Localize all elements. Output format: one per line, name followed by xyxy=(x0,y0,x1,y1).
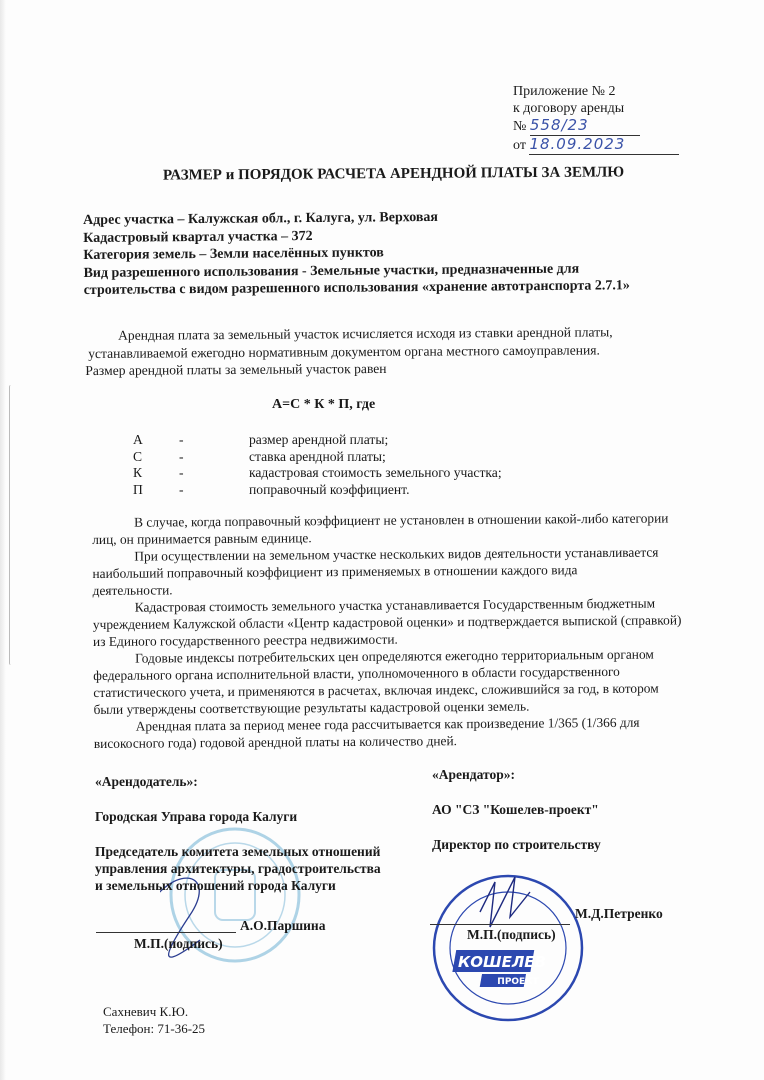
intro-line: Размер арендной платы за земельный участок равен xyxy=(85,360,387,379)
lessee-stamp-icon xyxy=(420,872,600,1032)
definition-row xyxy=(133,449,502,466)
scan-binding-mark xyxy=(9,385,13,665)
lessee-position: Директор по строительству xyxy=(432,837,601,852)
body-line: федерального органа исполнительной власти, уполномоченного в области государственного xyxy=(93,663,620,683)
intro-line: устанавливаемой ежегодно нормативным документом органа местного самоуправления. xyxy=(88,341,600,361)
formula-definitions xyxy=(133,432,502,498)
lessee-heading: «Арендатор»: xyxy=(432,767,515,782)
date-prefix: от xyxy=(513,138,526,153)
lessor-org: Городская Управа города Калуги xyxy=(95,809,298,824)
lessor-block xyxy=(95,773,381,894)
definition-symbol: А xyxy=(133,432,143,447)
lessee-name: М.Д.Петренко xyxy=(575,906,663,921)
property-cadastral-quarter: Кадастровый квартал участка – 372 xyxy=(83,228,313,246)
contract-number-value: 558/23 xyxy=(529,116,589,134)
body-line: Арендная плата за период менее года рассчитывается как произведение 1/365 (1/366 для xyxy=(135,714,640,734)
contact-name: Сахневич К.Ю. xyxy=(103,1004,189,1019)
appendix-label: Приложение № 2 xyxy=(513,84,616,99)
appendix-contract: к договору аренды xyxy=(513,101,625,116)
page-title: РАЗМЕР и ПОРЯДОК РАСЧЕТА АРЕНДНОЙ ПЛАТЫ ЗА ЗЕМЛЮ xyxy=(162,164,625,184)
intro-paragraph xyxy=(85,323,613,379)
body-line: были утверждены соответствующие результаты кадастровой оценки земель. xyxy=(93,698,530,717)
body-text xyxy=(92,509,682,752)
body-line: При осуществлении на земельном участке нескольких видов деятельности устанавливается xyxy=(134,544,659,564)
definition-row xyxy=(133,432,502,449)
stamp-logo-sub: ПРОЕКТ xyxy=(497,977,539,987)
definition-text: размер арендной платы; xyxy=(249,432,389,447)
definition-dash: - xyxy=(179,465,184,480)
body-line: Годовые индексы потребительских цен определяются ежегодно территориальным органом xyxy=(135,646,654,666)
definition-dash: - xyxy=(179,432,184,447)
definition-text: кадастровая стоимость земельного участка; xyxy=(249,465,502,480)
body-line: Кадастровая стоимость земельного участка устанавливается Государственным бюджетным xyxy=(134,595,656,615)
body-line: наибольший поправочный коэффициент из применяемых в отношении каждого вида xyxy=(92,562,578,581)
body-line: В случае, когда поправочный коэффициент не установлен в отношении какой-либо категории xyxy=(134,510,669,530)
body-line: деятельности. xyxy=(92,582,173,598)
property-info xyxy=(83,207,630,299)
scan-edge xyxy=(0,0,6,1080)
definition-text: ставка арендной платы; xyxy=(249,448,386,464)
definition-symbol: П xyxy=(133,481,143,497)
definition-dash: - xyxy=(179,448,184,464)
definition-row xyxy=(133,465,502,482)
contract-date-value: 18.09.2023 xyxy=(529,135,626,153)
lessee-signature-line xyxy=(430,924,570,925)
definition-text: поправочный коэффициент. xyxy=(249,481,410,497)
lessor-position: Председатель комитета земельных отношений xyxy=(95,844,381,859)
body-line: лиц, он принимается равным единице. xyxy=(92,530,312,547)
definition-dash: - xyxy=(179,481,184,497)
appendix-block xyxy=(513,83,679,155)
formula: А=С * К * П, где xyxy=(272,397,376,412)
body-line: високосного года) годовой арендной платы на количество дней. xyxy=(93,733,458,751)
contract-date xyxy=(513,136,679,155)
body-line: из Единого государственного реестра недвижимости. xyxy=(92,631,398,649)
intro-line: Арендная плата за земельный участок исчисляется исходя из ставки арендной платы, xyxy=(118,324,613,343)
contract-number xyxy=(513,117,679,136)
contact-phone: Телефон: 71-36-25 xyxy=(103,1021,206,1036)
number-prefix: № xyxy=(513,119,527,134)
lessor-position: и земельных отношений города Калуги xyxy=(95,878,336,893)
body-line: статистического учета, и применяются в расчетах, включая индекс, сложившийся за год, в котором xyxy=(93,680,659,700)
stamp-logo: КОШЕЛЕВ xyxy=(458,953,546,971)
property-permitted-use: Вид разрешенного использования - Земельные участки, предназначенные для xyxy=(83,261,580,281)
lessee-org: АО "СЗ "Кошелев-проект" xyxy=(432,802,599,817)
property-address: Адрес участка – Калужская обл., г. Калуга, ул. Верховая xyxy=(83,209,439,228)
lessee-seal-label: М.П.(подпись) xyxy=(467,927,556,942)
lessor-heading: «Арендодатель»: xyxy=(95,774,198,789)
lessee-block xyxy=(432,766,601,853)
lessor-position: управления архитектуры, градостроительства xyxy=(95,861,381,876)
property-permitted-use-cont: строительства с видом разрешенного использования «хранение автотранспорта 2.7.1» xyxy=(83,278,630,298)
definition-symbol: К xyxy=(133,465,143,480)
definition-row xyxy=(133,482,502,499)
lessor-name: А.О.Паршина xyxy=(240,918,326,933)
body-line: учреждением Калужской области «Центр кадастровой оценки» и подтверждается выпиской (справкой) xyxy=(92,612,682,632)
lessor-signature-line xyxy=(96,932,236,933)
property-land-category: Категория земель – Земли населённых пунктов xyxy=(83,245,384,263)
contact-block xyxy=(103,1003,205,1037)
definition-symbol: С xyxy=(133,448,143,464)
lessor-seal-label: М.П.(подпись) xyxy=(134,936,223,951)
